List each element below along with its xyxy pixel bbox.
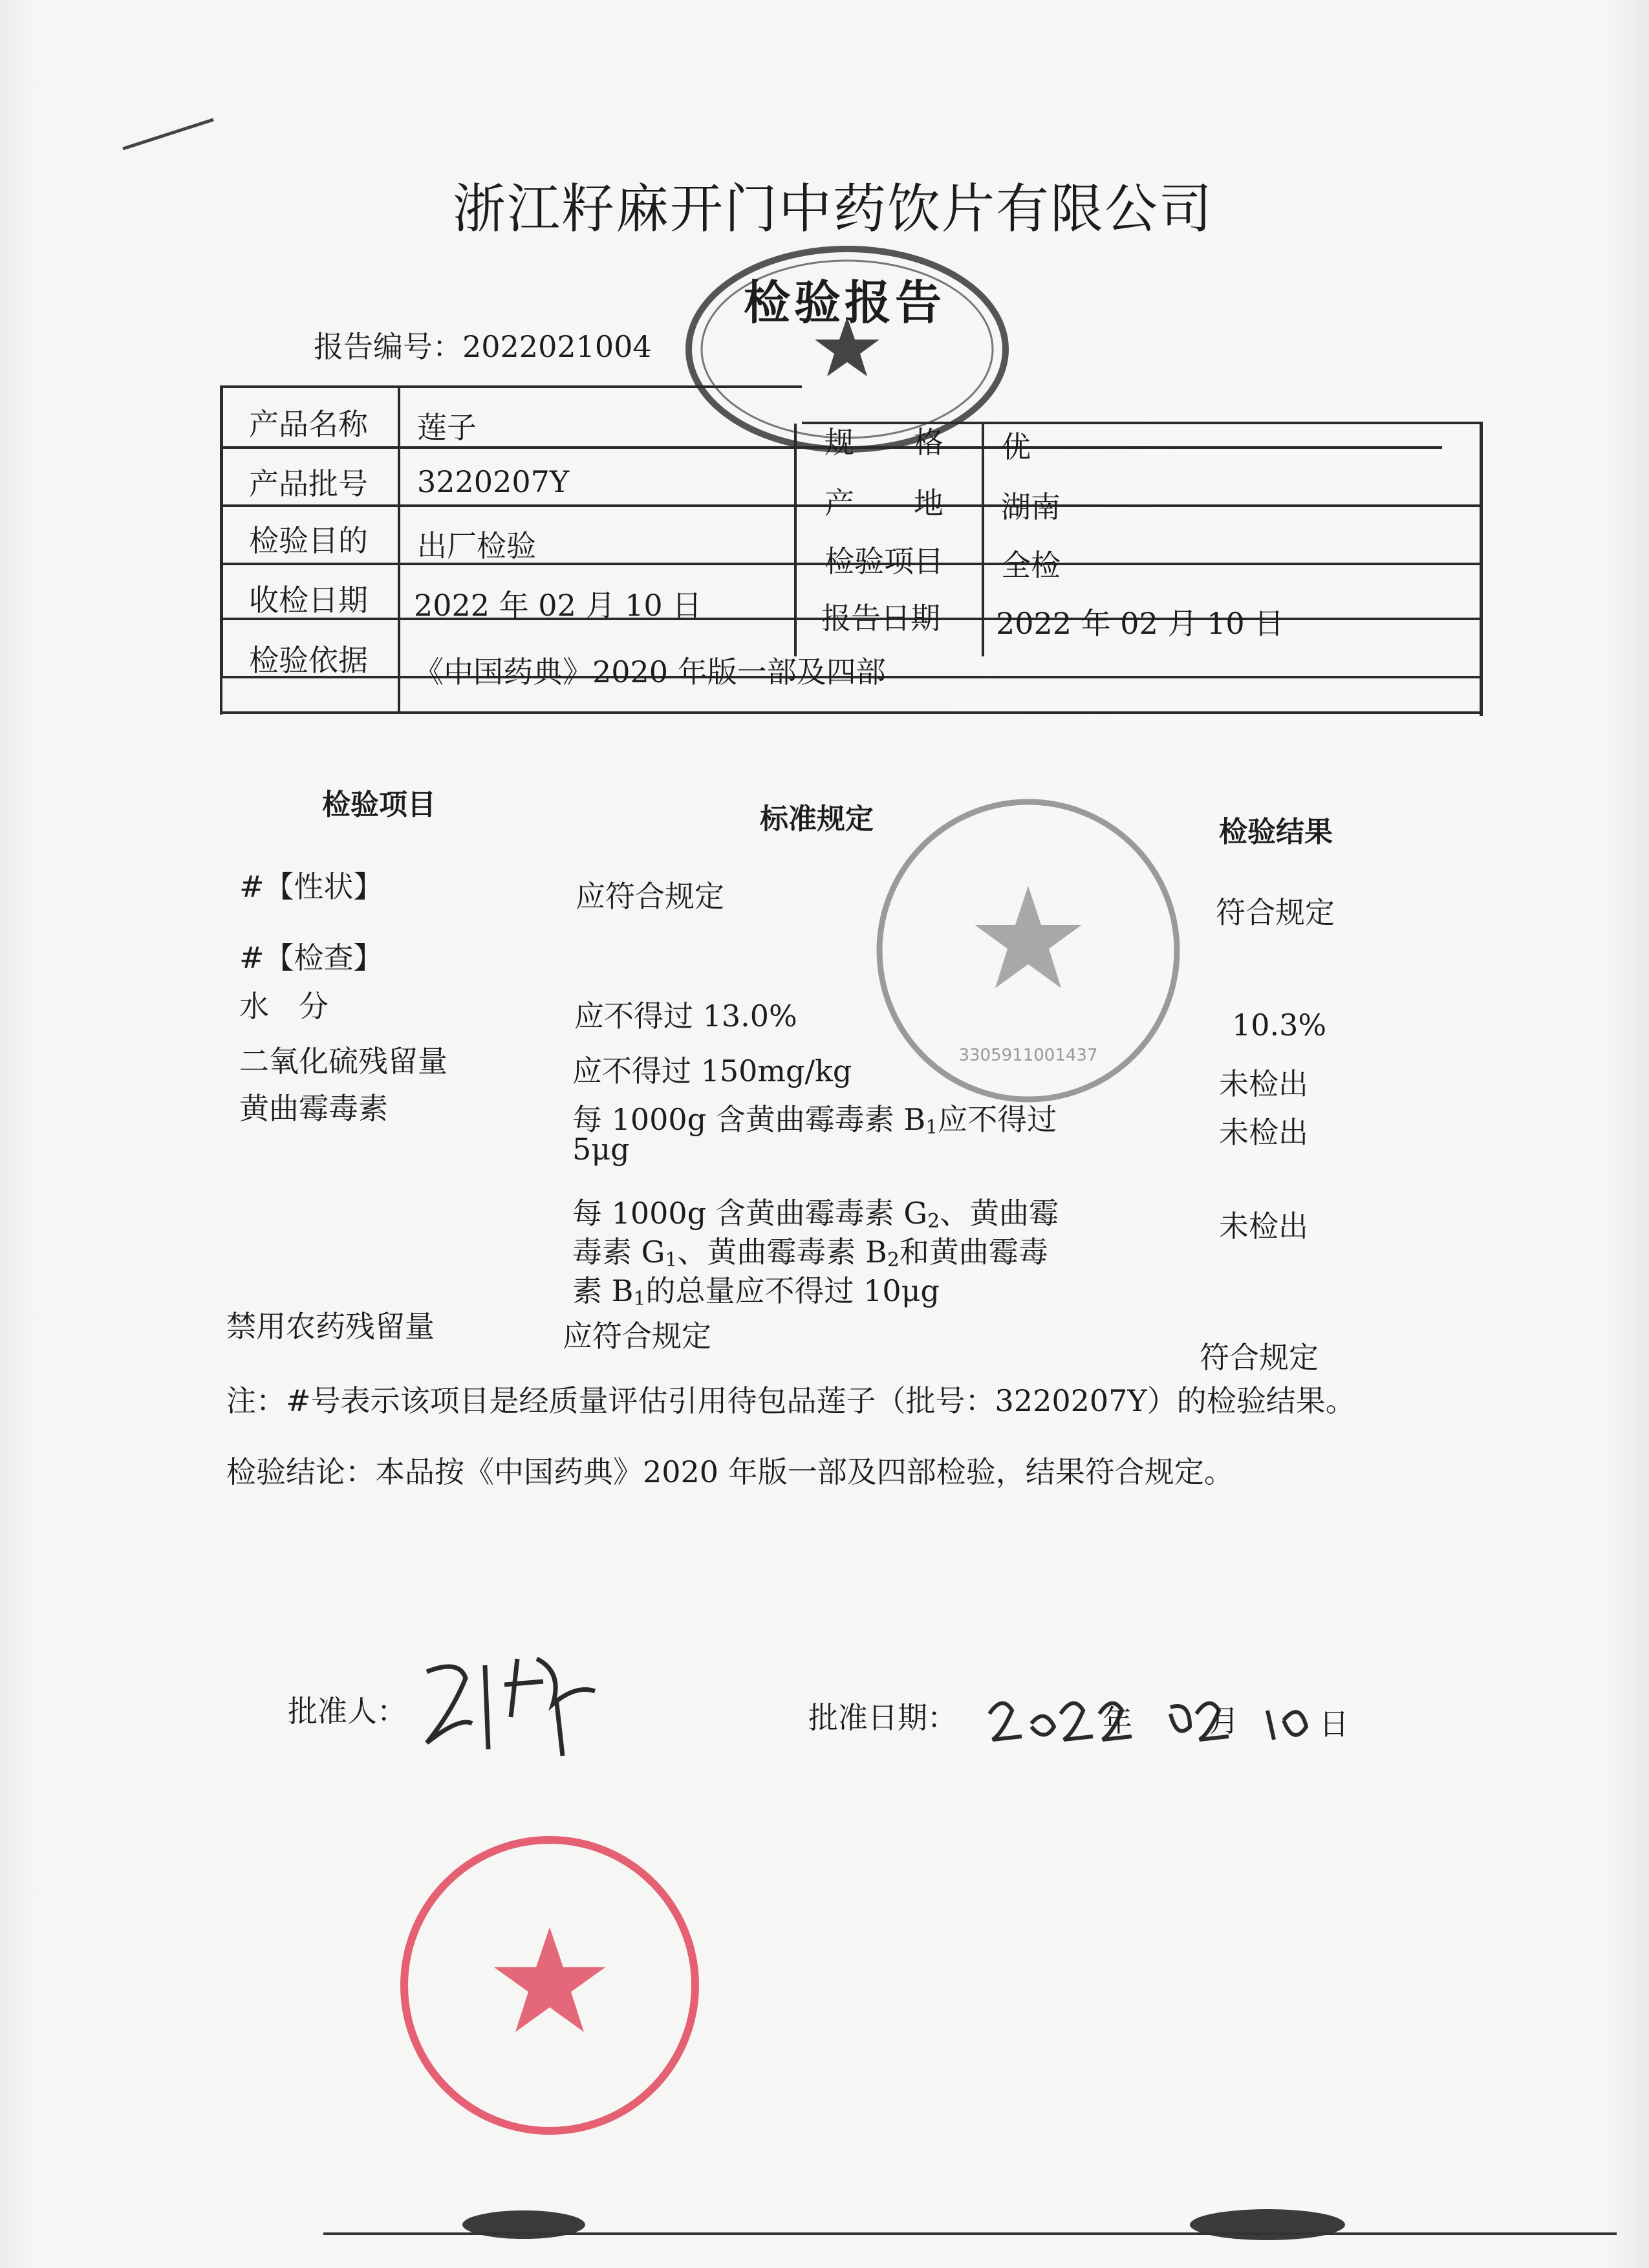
scan-shadow — [0, 2173, 1649, 2263]
test-items-label: 检验项目 — [824, 544, 943, 579]
pen-mark — [116, 110, 220, 155]
col-header-standard: 标准规定 — [760, 803, 874, 836]
batch-value: 3220207Y — [417, 464, 570, 499]
day-suffix: 日 — [1319, 1707, 1349, 1742]
aflatoxin-result-1: 未检出 — [1219, 1115, 1308, 1150]
traits-result: 符合规定 — [1216, 895, 1335, 930]
document-title: 检验报告 — [744, 275, 946, 330]
report-date-value: 2022 年 02 月 10 日 — [996, 606, 1284, 641]
pesticide-standard: 应符合规定 — [563, 1319, 711, 1354]
purpose-value: 出厂检验 — [417, 528, 536, 563]
approver-signature — [414, 1646, 621, 1762]
received-date-value: 2022 年 02 月 10 日 — [414, 588, 702, 623]
approver-label: 批准人： — [288, 1694, 407, 1729]
pesticide-result: 符合规定 — [1200, 1340, 1319, 1375]
col-header-item: 检验项目 — [322, 788, 436, 821]
aflatoxin-standard-1-line1: 每 1000g 含黄曲霉毒素 $B_1$应不得过 — [572, 1102, 1057, 1139]
col-header-result: 检验结果 — [1219, 815, 1333, 848]
pesticide-item: 禁用农药残留量 — [226, 1309, 435, 1344]
company-name: 浙江籽麻开门中药饮片有限公司 — [453, 178, 1214, 240]
conclusion-text: 检验结论：本品按《中国药典》2020 年版一部及四部检验，结果符合规定。 — [226, 1454, 1234, 1489]
purpose-label: 检验目的 — [249, 523, 368, 558]
water-standard: 应不得过 13.0% — [574, 999, 797, 1033]
water-result: 10.3% — [1232, 1008, 1327, 1042]
so2-item: 二氧化硫残留量 — [239, 1044, 447, 1079]
traits-standard: 应符合规定 — [576, 879, 724, 914]
water-item: 水 分 — [239, 989, 329, 1024]
report-number-value: 2022021004 — [462, 329, 652, 364]
aflatoxin-result-2: 未检出 — [1219, 1209, 1308, 1244]
note-text: 注：#号表示该项目是经质量评估引用待包品莲子（批号：3220207Y）的检验结果。 — [226, 1383, 1355, 1418]
approval-date-handwritten — [983, 1675, 1345, 1753]
report-number — [314, 323, 652, 366]
report-number-label: 报告编号： — [314, 329, 462, 364]
origin-label: 产 地 — [824, 486, 943, 521]
aflatoxin-standard-2-line3: 素 $B_1$的总量应不得过 10μg — [572, 1273, 940, 1310]
year-suffix: 年 — [1103, 1703, 1132, 1738]
company-stamp-middle — [867, 789, 1190, 1112]
product-name-value: 莲子 — [417, 410, 477, 445]
approval-date-label: 批准日期： — [808, 1700, 957, 1735]
basis-label: 检验依据 — [249, 643, 368, 678]
traits-item: #【性状】 — [239, 869, 383, 904]
so2-standard: 应不得过 150mg/kg — [572, 1053, 852, 1088]
origin-value: 湖南 — [1001, 490, 1061, 524]
aflatoxin-item: 黄曲霉毒素 — [239, 1091, 388, 1126]
aflatoxin-standard-1-line2: 5μg — [572, 1132, 630, 1167]
product-name-label: 产品名称 — [249, 407, 368, 442]
check-section-title: #【检查】 — [239, 940, 383, 975]
spec-value: 优 — [1001, 429, 1031, 464]
month-suffix: 月 — [1209, 1703, 1239, 1738]
basis-value: 《中国药典》2020 年版一部及四部 — [414, 654, 886, 689]
aflatoxin-standard-2-line2: 毒素 $G_1$、黄曲霉毒素 $B_2$和黄曲霉毒 — [572, 1235, 1048, 1271]
received-date-label: 收检日期 — [249, 583, 368, 618]
aflatoxin-standard-2-line1: 每 1000g 含黄曲霉毒素 $G_2$、黄曲霉 — [572, 1196, 1059, 1233]
report-date-label: 报告日期 — [821, 601, 940, 636]
batch-label: 产品批号 — [249, 466, 368, 501]
red-quality-stamp — [394, 1830, 705, 2141]
so2-result: 未检出 — [1219, 1066, 1308, 1101]
spec-label: 规 格 — [824, 425, 943, 460]
test-items-value: 全检 — [1001, 548, 1061, 583]
stamp-code: 3305911001437 — [958, 1046, 1098, 1065]
